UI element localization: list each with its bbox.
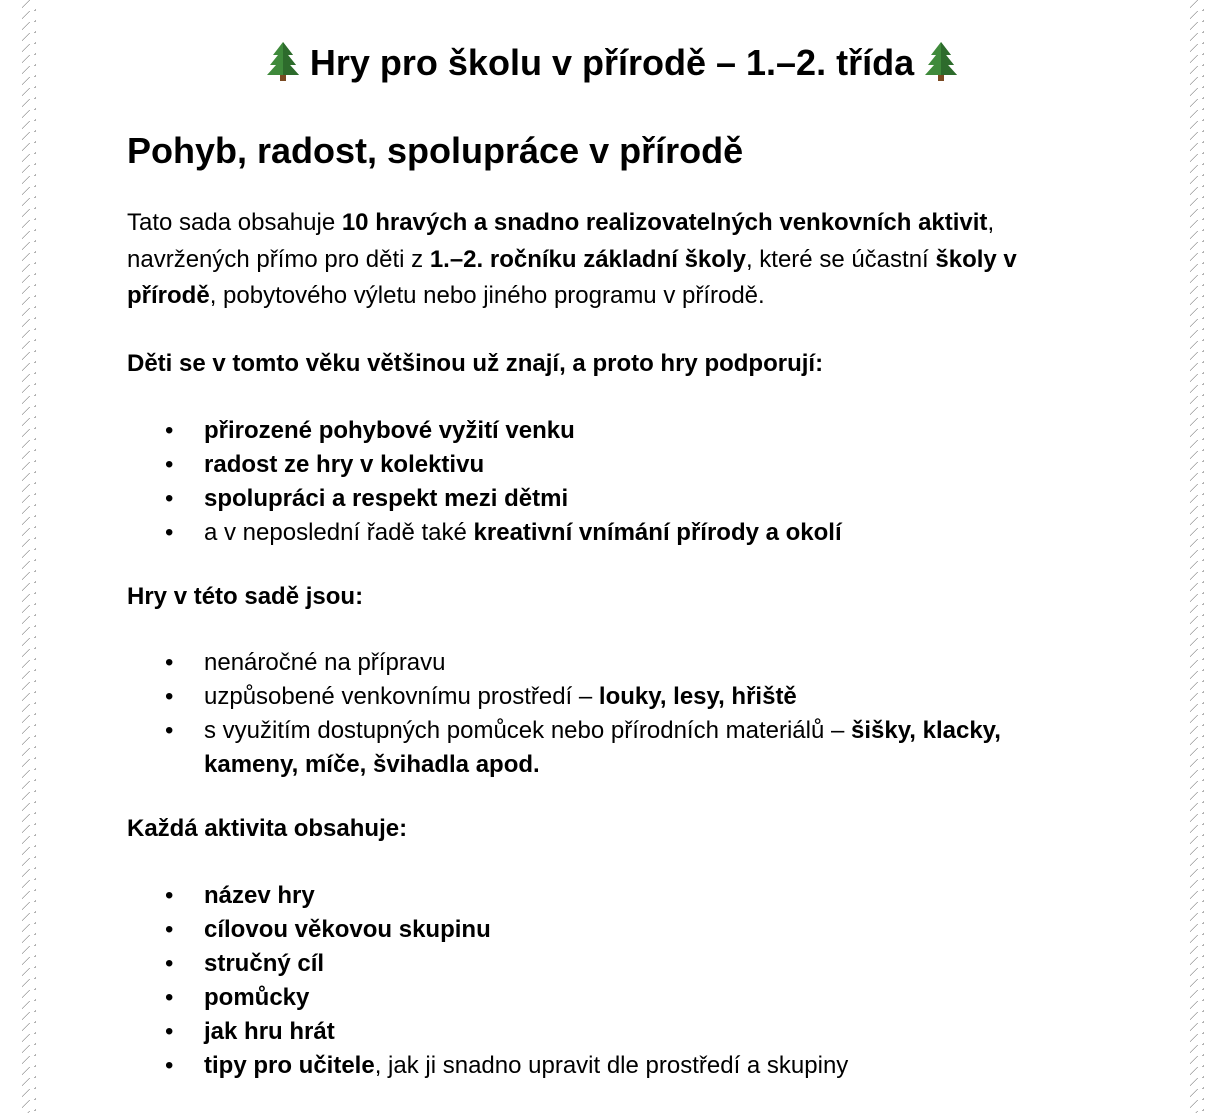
list-item-text: uzpůsobené venkovnímu prostředí –: [204, 683, 599, 710]
supports-list: [127, 414, 1087, 550]
list-item-bold: kreativní vnímání přírody a okolí: [473, 519, 842, 546]
list-item: [127, 879, 1087, 913]
list-item-bold: pomůcky: [204, 984, 310, 1011]
intro-text: , které se účastní: [745, 245, 936, 273]
bullet-icon: •: [165, 950, 174, 977]
section-heading-activity: Každá aktivita obsahuje:: [127, 815, 408, 842]
list-item-bold: jak hru hrát: [204, 1018, 335, 1045]
evergreen-tree-icon: [924, 41, 958, 81]
list-item-bold: šišky, klacky, kameny, míče, švihadla apod.: [204, 717, 1001, 778]
bullet-icon: •: [165, 519, 174, 546]
list-item: [127, 913, 1087, 947]
section-heading-supports: Děti se v tomto věku většinou už znají, a proto hry podporují:: [127, 350, 824, 377]
list-item-bold: název hry: [204, 882, 315, 909]
list-item: [127, 1049, 1087, 1083]
section-heading-games: Hry v této sadě jsou:: [127, 583, 364, 610]
bullet-icon: •: [165, 1018, 174, 1045]
list-item: [127, 981, 1087, 1015]
list-item-bold: louky, lesy, hřiště: [598, 683, 797, 710]
section-title: Pohyb, radost, spolupráce v přírodě: [127, 130, 744, 171]
list-item-bold: tipy pro učitele: [204, 1052, 375, 1079]
games-list: [127, 646, 1087, 782]
bullet-icon: •: [165, 984, 174, 1011]
list-item: [127, 1015, 1087, 1049]
bullet-icon: •: [165, 1052, 174, 1079]
list-item-bold: cílovou věkovou skupinu: [204, 916, 491, 943]
list-item: [127, 947, 1087, 981]
list-item-text: , jak ji snadno upravit dle prostředí a skupiny: [374, 1052, 849, 1079]
activity-contents-list: [127, 879, 1087, 1083]
bullet-icon: •: [165, 882, 174, 909]
list-item: [127, 448, 1087, 482]
intro-text: , pobytového výletu nebo jiného programu v přírodě.: [209, 282, 765, 309]
intro-text: Tato sada obsahuje: [127, 209, 342, 236]
bullet-icon: •: [165, 649, 174, 676]
intro-bold: 10 hravých a snadno realizovatelných venkovních aktivit: [341, 209, 988, 236]
page-border-right: [1190, 0, 1204, 1113]
document-title: [127, 40, 1097, 86]
list-item-bold: radost ze hry v kolektivu: [204, 451, 485, 478]
intro-paragraph: [127, 205, 1087, 315]
list-item-bold: stručný cíl: [204, 950, 325, 977]
intro-bold: 1.–2. ročníku základní školy: [429, 245, 746, 273]
list-item: [127, 482, 1087, 516]
list-item-bold: spolupráci a respekt mezi dětmi: [204, 485, 569, 512]
bullet-icon: •: [165, 916, 174, 943]
intro-text: , navržených přímo pro děti z: [127, 209, 995, 273]
list-item-text: a v neposlední řadě také: [204, 519, 474, 546]
list-item: [127, 414, 1087, 448]
bullet-icon: •: [165, 683, 174, 710]
document-title-text: Hry pro školu v přírodě – 1.–2. třída: [309, 42, 915, 83]
intro-bold: školy v přírodě: [127, 245, 1017, 309]
bullet-icon: •: [165, 451, 174, 478]
bullet-icon: •: [165, 417, 174, 444]
list-item-text: s využitím dostupných pomůcek nebo přírodních materiálů –: [204, 717, 851, 744]
list-item: [127, 680, 1087, 714]
bullet-icon: •: [165, 485, 174, 512]
list-item: [127, 646, 1087, 680]
list-item-text: nenáročné na přípravu: [204, 649, 446, 676]
page-border-left: [22, 0, 36, 1113]
list-item: [127, 516, 1087, 550]
list-item-bold: přirozené pohybové vyžití venku: [204, 417, 575, 444]
bullet-icon: •: [165, 717, 174, 744]
list-item: [127, 714, 1087, 782]
evergreen-tree-icon: [266, 41, 300, 81]
